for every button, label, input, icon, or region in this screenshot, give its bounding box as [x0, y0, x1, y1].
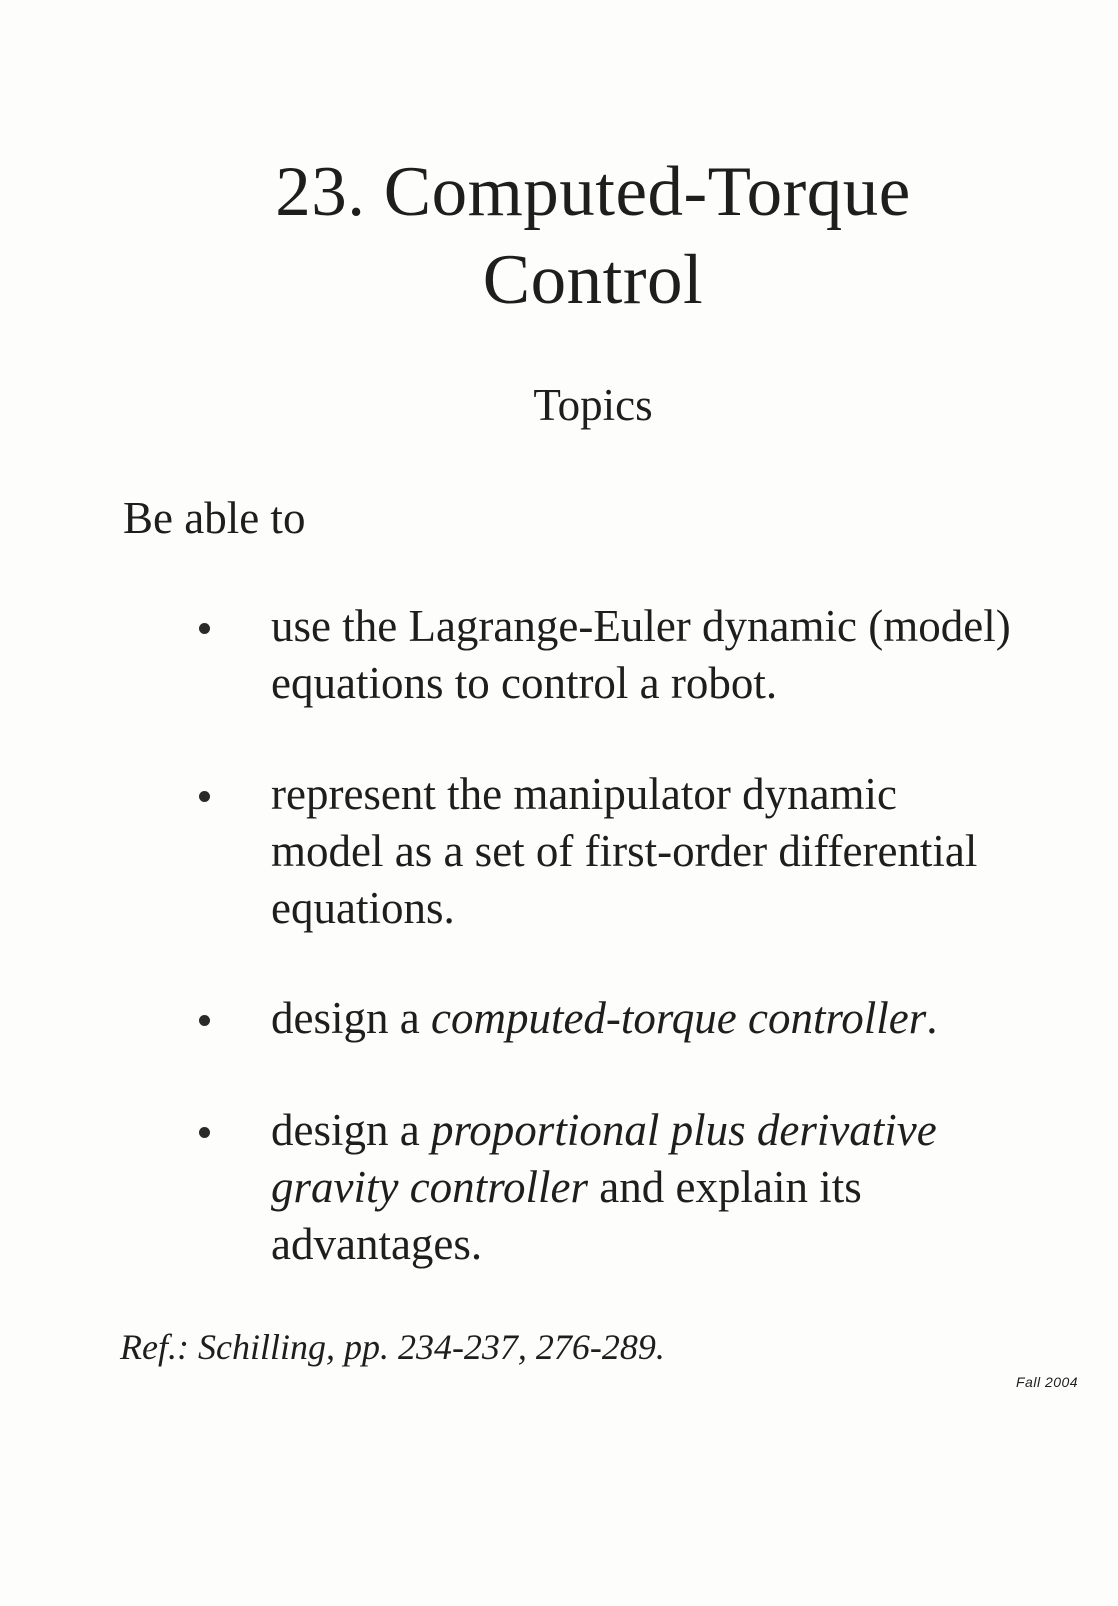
bullet-icon: [199, 623, 210, 634]
bullet-icon: [199, 791, 210, 802]
title-line-1: 23. Computed-Torque: [275, 153, 911, 231]
objective-line: equations.: [271, 883, 455, 933]
objective-text-plain: design a: [271, 993, 431, 1043]
objective-text-emphasis: proportional plus derivative: [430, 1105, 937, 1155]
objective-line: use the Lagrange-Euler dynamic (model): [271, 601, 1011, 651]
title-line-2: Control: [482, 241, 704, 319]
section-heading: Topics: [533, 380, 653, 430]
intro-text: Be able to: [123, 493, 306, 543]
objective-text: [271, 990, 1101, 1047]
objective-line: equations to control a robot.: [271, 658, 778, 708]
reference-citation: Ref.: Schilling, pp. 234-237, 276-289.: [120, 1327, 665, 1367]
objective-text-plain: design a: [271, 1105, 431, 1155]
term-label: Fall 2004: [1016, 1374, 1079, 1390]
objective-text-emphasis: gravity controller: [271, 1162, 589, 1212]
objective-text: [271, 1102, 1101, 1273]
objective-line: represent the manipulator dynamic: [271, 769, 898, 819]
objective-text: [271, 766, 1101, 937]
objective-line: model as a set of first-order differential: [271, 826, 978, 876]
objective-text-plain: and explain its: [588, 1162, 862, 1212]
objective-line: advantages.: [271, 1219, 483, 1269]
page-title: [0, 148, 1118, 324]
objective-text-emphasis: computed-torque controller: [430, 993, 927, 1043]
objective-text: [271, 598, 1101, 712]
objective-text-plain: .: [926, 993, 938, 1043]
bullet-icon: [199, 1015, 210, 1026]
bullet-icon: [199, 1127, 210, 1138]
